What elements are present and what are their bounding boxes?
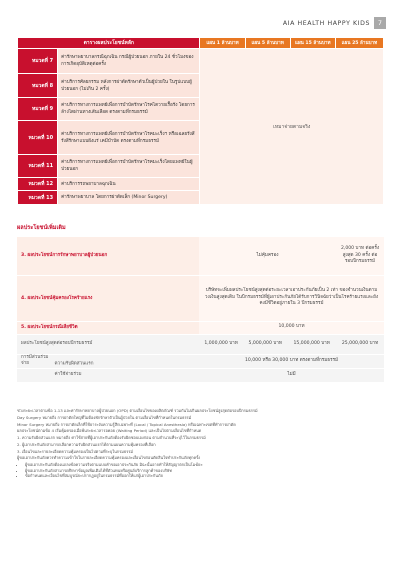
footnotes	[17, 408, 383, 479]
critical-illness-label: 4. ผลประโยชน์คุ้มครองโรคร้ายแรง	[17, 275, 199, 321]
page-number: 7	[374, 17, 386, 29]
footnote: ผู้ขอเอาประกันภัยควรทำความเข้าใจในรายละเอียดความคุ้มครองและเงื่อนไขก่อนตัดสินใจทำประกันภัยทุกครั้ง	[17, 455, 201, 461]
table-row	[17, 237, 384, 275]
category-label: หมวดที่ 9	[18, 98, 58, 121]
max-limit-label: ผลประโยชน์สูงสุดต่อรอบปีกรมธรรม์	[17, 334, 199, 354]
table-row	[18, 49, 384, 74]
footnote: ช่วงระยะเวลาตามข้อ 1-13 และค่ารักษาพยาบาลผู้ป่วยนอก (OPD) ตามเงื่อนไขของผลิตภัณฑ์ รวมกันไม่เกินผลประโยชน์สูงสุดต่อรอบปีกรมธรรม์	[17, 408, 258, 413]
table-row	[17, 321, 384, 334]
category-label: หมวดที่ 13	[18, 191, 58, 205]
max-limit-15m: 15,000,000 บาท	[287, 334, 336, 354]
merged-coverage-value: เหมาจ่ายตามจริง	[200, 49, 384, 205]
max-limit-1m: 1,000,000 บาท	[199, 334, 243, 354]
list-item: • ผู้ขอเอาประกันภัยต้องแถลงข้อความจริงตามแบบคำขอเอาประกันภัย มิฉะนั้นอาจทำให้สัญญาตกเป็นโมฆียะ	[25, 462, 383, 468]
deductible-row-label	[17, 354, 199, 368]
category-label: หมวดที่ 7	[18, 49, 58, 74]
copay-row-label	[17, 368, 199, 382]
category-label: หมวดที่ 12	[18, 178, 58, 191]
table-row	[17, 354, 384, 368]
death-benefit-value: 10,000 บาท	[199, 321, 384, 334]
table-row	[17, 334, 384, 354]
list-item: • ผู้ขอเอาประกันภัยสามารถศึกษาข้อมูลเพิ่มเติมได้ที่ตัวแทนหรือศูนย์บริการลูกค้าของบริษัท	[25, 468, 383, 474]
plan-header-15m: แผน 15 ล้านบาท	[290, 38, 335, 49]
main-benefit-table	[17, 37, 384, 205]
category-description: ค่าบริการศัลยกรรม หลังการผ่าตัดรักษาตัวเป็นผู้ป่วยใน ในรูปแบบผู้ป่วยนอก (ไม่เกิน 2 ครั้ง)	[58, 74, 200, 98]
category-description: ค่าบริการทางการแพทย์เพื่อการบำบัดรักษาโรคมะเร็งโดยแพทย์ในผู้ป่วยนอก	[58, 155, 200, 178]
category-label: หมวดที่ 8	[18, 74, 58, 98]
table-header-row	[18, 38, 384, 49]
copay-group-label: การมีส่วนร่วมจ่าย	[21, 354, 49, 366]
footnote: Minor Surgery หมายถึง การผ่าตัดเล็กที่ใช้ยาระงับความรู้สึกเฉพาะที่ (Local / Topical Anesthesia) หรือเฉพาะเขตที่ทำการผ่าตัด	[17, 421, 236, 427]
opd-benefit-label: 3. ผลประโยชน์การรักษาพยาบาลผู้ป่วยนอก	[17, 237, 199, 275]
page-header	[283, 17, 386, 29]
footnote: 1. ความรับผิดส่วนแรก หมายถึง ค่าใช้จ่ายที่ผู้เอาประกันภัยต้องรับผิดชอบเองก่อน ตามจำนวนที่ระบุไว้ในกรมธรรม์	[17, 435, 206, 441]
disclaimer-list	[25, 462, 383, 479]
footnote: Day Surgery หมายถึง การผ่าตัดใหญ่ที่ไม่ต้องพักรักษาตัวเป็นผู้ป่วยใน ตามเงื่อนไขที่กำหนดในกรมธรรม์	[17, 414, 192, 420]
deductible-label: ความรับผิดส่วนแรก	[54, 361, 94, 366]
deductible-value: 10,000 หรือ 30,000 บาท ตรงตามที่กรมธรรม์	[199, 354, 384, 368]
footnote: 2. ผู้เอาประกันภัยสามารถเลือกความรับผิดส่วนแรกได้ตามแผนความคุ้มครองที่เลือก	[17, 441, 156, 447]
category-description: ค่าบริการทางการแพทย์เพื่อการบำบัดรักษาโรคมะเร็งฯ หรือเฉลยรังสี รังสีรักษาแบบฝังแร่ เคมีบำบัด ตรงตามที่กรมธรรม์	[58, 121, 200, 155]
copay-value: ไม่มี	[199, 368, 384, 382]
category-description: ค่าบริการรถพยาบาลฉุกเฉิน	[58, 178, 200, 191]
category-label: หมวดที่ 10	[18, 121, 58, 155]
plan-header-1m: แผน 1 ล้านบาท	[200, 38, 245, 49]
extra-benefits-title: ผลประโยชน์เพิ่มเติม	[17, 225, 66, 231]
table-row	[17, 368, 384, 382]
category-description: ค่ารักษาพยาบาลกรณีฉุกเฉิน กรณีผู้ป่วยนอก ภายใน 24 ชั่วโมงของการเกิดอุบัติเหตุต่อครั้ง	[58, 49, 200, 74]
copay-label: ค่าใช้จ่ายร่วม	[54, 371, 82, 377]
category-label: หมวดที่ 11	[18, 155, 58, 178]
max-limit-5m: 5,000,000 บาท	[243, 334, 287, 354]
plan-header-25m: แผน 25 ล้านบาท	[335, 38, 383, 49]
critical-illness-value: บริษัทจะเพิ่มผลประโยชน์สูงสุดต่อระยะเวลาเอาประกันภัยเป็น 2 เท่า ของจำนวนเงินตามวงเงินสูงสุดเดิม ในปีกรมธรรม์ที่ผู้เอาประกันภัยได้รับการวินิจฉัยว่าเป็นโรคร้ายแรงและยังคงมีชีวิตอยู่ภายใน 3 ปีกรมธรรม์	[199, 275, 384, 321]
list-item: • ข้อกำหนดและเงื่อนไขที่สมบูรณ์จะปรากฏอยู่ในกรมธรรม์ที่ออกให้แก่ผู้เอาประกันภัย	[25, 473, 383, 479]
category-description: ค่าบริการทางการแพทย์เพื่อการบำบัดรักษาโรคไตวายเรื้อรัง โดยการล้างไตผ่านทางเส้นเลือด ตรงตามที่กรมธรรม์	[58, 98, 200, 121]
extra-benefits-table	[17, 237, 384, 383]
benefit-column-header: ตารางผลประโยชน์หลัก	[18, 38, 200, 49]
footnote: 3. เงื่อนไขและรายละเอียดความคุ้มครองเป็นไปตามที่ระบุในกรมธรรม์	[17, 448, 133, 454]
opd-benefit-value: ไม่คุ้มครอง	[199, 237, 336, 275]
brochure-title: AIA HEALTH HAPPY KIDS	[282, 19, 370, 27]
table-row	[17, 275, 384, 321]
footnote: ผลประโยชน์ตามข้อ 4 เริ่มคุ้มครองเมื่อพ้นระยะเวลารอคอย (Waiting Period) และเป็นไปตามเงื่อนไขที่กำหนด	[17, 428, 202, 434]
category-description: ค่ารักษาพยาบาล โดยการผ่าตัดเล็ก (Minor Surgery)	[58, 191, 200, 205]
opd-benefit-extra: 2,000 บาท ต่อครั้ง สูงสุด 30 ครั้ง ต่อรอบปีกรมธรรม์	[336, 237, 384, 275]
max-limit-25m: 25,000,000 บาท	[336, 334, 384, 354]
plan-header-5m: แผน 5 ล้านบาท	[245, 38, 290, 49]
death-benefit-label: 5. ผลประโยชน์กรณีเสียชีวิต	[17, 321, 199, 334]
